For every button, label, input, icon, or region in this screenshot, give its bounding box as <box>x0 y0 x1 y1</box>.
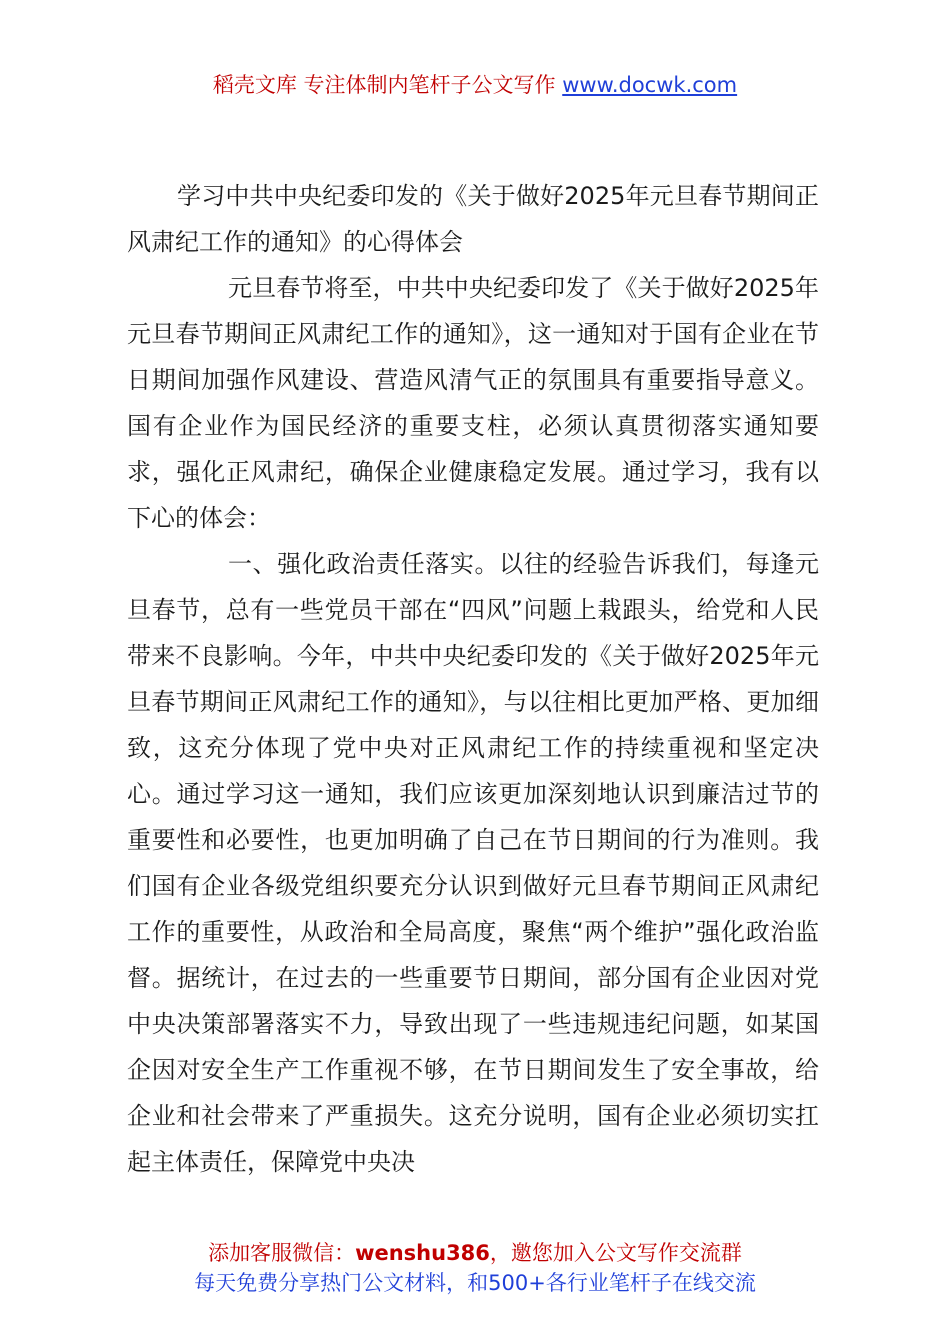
page-header <box>0 70 950 100</box>
footer-contact-prefix: 添加客服微信： <box>208 1241 356 1265</box>
document-body <box>127 173 819 1185</box>
footer-promo-line: 每天免费分享热门公文材料，和500+各行业笔杆子在线交流 <box>194 1271 756 1295</box>
header-brand-text: 稻壳文库 专注体制内笔杆子公文写作 <box>212 73 563 97</box>
footer-wechat-id: wenshu386 <box>355 1241 490 1265</box>
footer-contact-suffix: ，邀您加入公文写作交流群 <box>489 1241 742 1265</box>
paragraph-intro: 元旦春节将至，中共中央纪委印发了《关于做好2025年元旦春节期间正风肃纪工作的通知》，这一通知对于国有企业在节日期间加强作风建设、营造风清气正的氛围具有重要指导意义。国有企业作为国民经济的重要支柱，必须认真贯彻落实通知要求，强化正风肃纪，确保企业健康稳定发展。通过学习，我有以下心的体会： <box>127 274 819 532</box>
footer-contact-line <box>0 1238 950 1268</box>
header-website-link[interactable]: www.docwk.com <box>562 73 738 97</box>
paragraph-section-one: 一、强化政治责任落实。以往的经验告诉我们，每逢元旦春节，总有一些党员干部在“四风”问题上栽跟头，给党和人民带来不良影响。今年，中共中央纪委印发的《关于做好2025年元旦春节期间正风肃纪工作的通知》，与以往相比更加严格、更加细致，这充分体现了党中央对正风肃纪工作的持续重视和坚定决心。通过学习这一通知，我们应该更加深刻地认识到廉洁过节的重要性和必要性，也更加明确了自己在节日期间的行为准则。我们国有企业各级党组织要充分认识到做好元旦春节期间正风肃纪工作的重要性，从政治和全局高度，聚焦“两个维护”强化政治监督。据统计，在过去的一些重要节日期间，部分国有企业因对党中央决策部署落实不力，导致出现了一些违规违纪问题，如某国企因对安全生产工作重视不够，在节日期间发生了安全事故，给企业和社会带来了严重损失。这充分说明，国有企业必须切实扛起主体责任，保障党中央决 <box>127 550 819 1176</box>
document-title: 学习中共中央纪委印发的《关于做好2025年元旦春节期间正风肃纪工作的通知》的心得体会 <box>127 182 819 256</box>
page-footer <box>0 1238 950 1298</box>
